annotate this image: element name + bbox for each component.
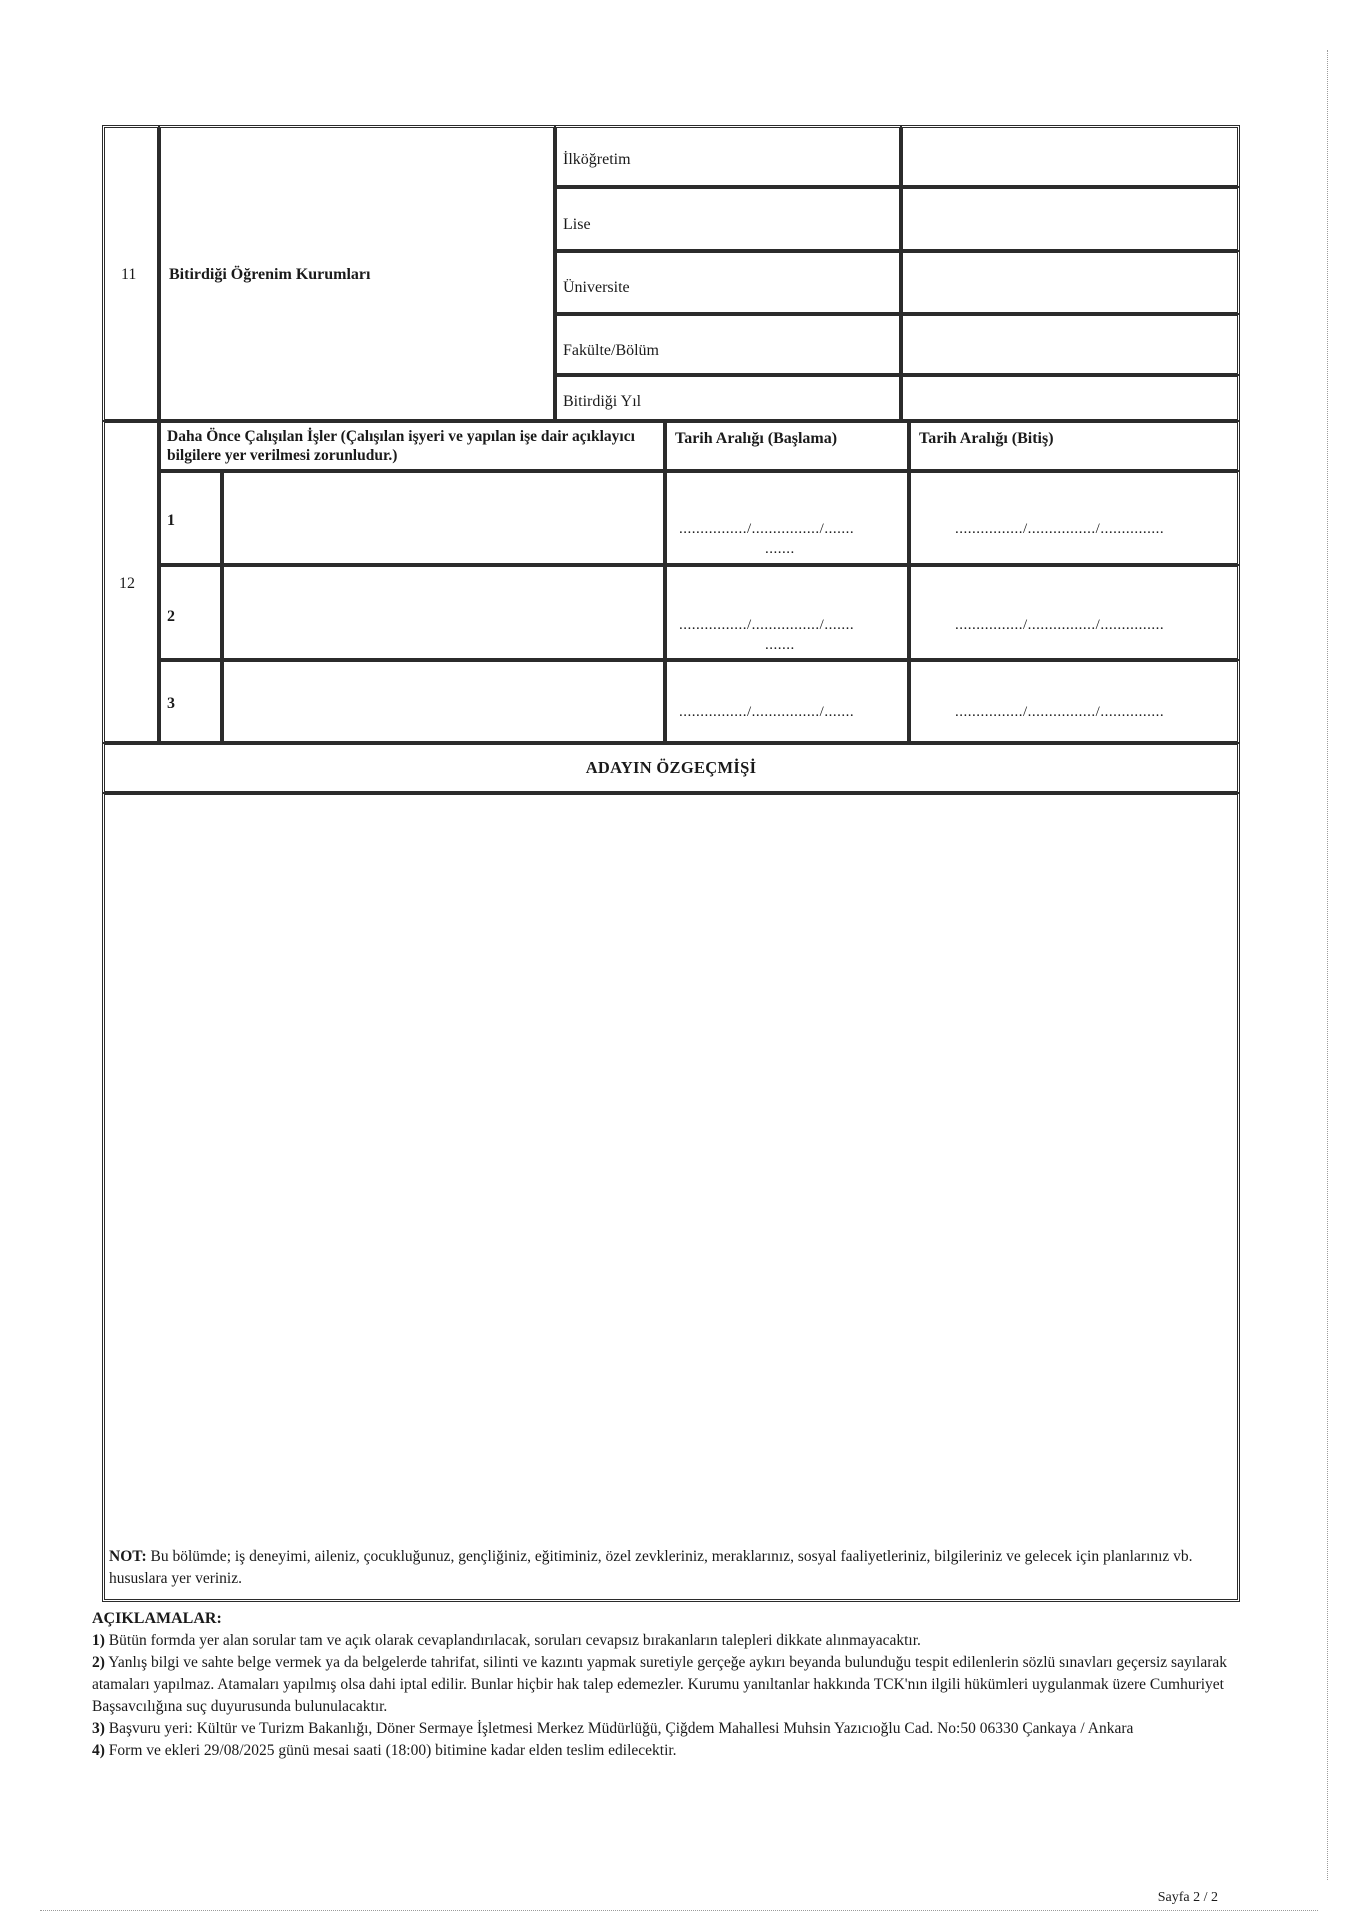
education-level-label: Üniversite (563, 279, 630, 296)
education-level-cell (554, 374, 902, 422)
section-12-number: 12 (119, 575, 135, 592)
education-level-label: Bitirdiği Yıl (563, 393, 642, 410)
job-row-number-cell (158, 470, 223, 566)
cv-note-label: NOT: (109, 1548, 147, 1565)
end-date-placeholder: ................/................/............... (955, 617, 1165, 633)
explanation-text: Yanlış bilgi ve sahte belge vermek ya da belgelerde tahrifat, silinti ve kazıntı yapmak suretiyle gerçeğe aykırı beyanda bulunduğu tespit edilenlerin sözlü sınavları geçersiz sayılarak atamaları yapılmaz. Atamaları yapılmış olsa dahi iptal edilir. Bunlar hiçbir hak talep edemezler. Kurumu yanıltanlar hakkında TCK'nın ilgili hükümleri uygulanmak üzere Cumhuriyet Başsavcılığına suç duyurusunda bulunulacaktır. (92, 1654, 1228, 1715)
application-form-page-2 (102, 125, 1240, 1602)
end-date-header-cell (908, 420, 1240, 472)
section-11-number-cell (102, 125, 160, 422)
job-start-date-input[interactable] (664, 659, 910, 744)
start-date-placeholder: ................/................/....... (679, 617, 855, 633)
start-date-placeholder-extra: ....... (765, 541, 795, 557)
start-date-placeholder: ................/................/....... (679, 704, 855, 720)
scan-edge-horizontal (40, 1910, 1318, 1911)
education-value-input[interactable] (900, 374, 1240, 422)
start-date-header: Tarih Aralığı (Başlama) (675, 430, 838, 447)
job-start-date-input[interactable] (664, 470, 910, 566)
cv-title-cell (102, 742, 1240, 794)
explanation-text: Bütün formda yer alan sorular tam ve açık olarak cevaplandırılacak, soruları cevapsız bırakanların talepleri dikkate alınmayacaktır. (104, 1632, 921, 1649)
explanation-text: Başvuru yeri: Kültür ve Turizm Bakanlığı, Döner Sermaye İşletmesi Merkez Müdürlüğü, Çiğdem Mahallesi Muhsin Yazıcıoğlu Cad. No:50 06330 Çankaya / Ankara (104, 1720, 1134, 1737)
end-date-placeholder: ................/................/............... (955, 521, 1165, 537)
education-value-input[interactable] (900, 313, 1240, 376)
cv-note-text: Bu bölümde; iş deneyimi, aileniz, çocukluğunuz, gençliğiniz, eğitiminiz, özel zevkleriniz, meraklarınız, sosyal faaliyetleriniz, bilgileriniz ve gelecek için planlarınız vb. hususlara yer veriniz. (109, 1548, 1193, 1587)
education-level-cell (554, 313, 902, 376)
job-row-number: 3 (167, 695, 175, 712)
explanation-number: 3) (92, 1720, 105, 1737)
job-end-date-input[interactable] (908, 659, 1240, 744)
explanation-item (92, 1652, 1242, 1718)
job-description-input[interactable] (221, 470, 666, 566)
education-value-input[interactable] (900, 186, 1240, 252)
start-date-header-cell (664, 420, 910, 472)
job-end-date-input[interactable] (908, 564, 1240, 661)
job-end-date-input[interactable] (908, 470, 1240, 566)
cv-note (109, 1546, 1235, 1590)
section-12-number-cell (102, 420, 160, 744)
education-level-label: İlköğretim (563, 151, 631, 168)
job-row-number-cell (158, 564, 223, 661)
start-date-placeholder: ................/................/....... (679, 521, 855, 537)
job-row-number: 2 (167, 608, 175, 625)
explanations (92, 1608, 1242, 1762)
end-date-header: Tarih Aralığı (Bitiş) (919, 430, 1054, 447)
explanation-item (92, 1630, 1242, 1652)
previous-jobs-header-cell (158, 420, 666, 472)
explanation-item (92, 1740, 1242, 1762)
cv-text-area[interactable] (102, 792, 1240, 1602)
explanation-text: Form ve ekleri 29/08/2025 günü mesai saati (18:00) bitimine kadar elden teslim edilecektir. (104, 1742, 677, 1759)
explanation-number: 1) (92, 1632, 105, 1649)
explanation-number: 4) (92, 1742, 105, 1759)
education-level-cell (554, 250, 902, 315)
explanation-number: 2) (92, 1654, 105, 1671)
section-11-label-cell (158, 125, 556, 422)
education-value-input[interactable] (900, 250, 1240, 315)
section-11-number: 11 (121, 266, 137, 283)
education-level-cell (554, 186, 902, 252)
page-number: Sayfa 2 / 2 (1157, 1890, 1218, 1905)
education-level-label: Fakülte/Bölüm (563, 342, 659, 359)
job-row-number: 1 (167, 512, 175, 529)
explanations-title: AÇIKLAMALAR: (92, 1610, 222, 1627)
scan-edge-vertical (1327, 50, 1328, 1880)
job-row-number-cell (158, 659, 223, 744)
cv-title: ADAYIN ÖZGEÇMİŞİ (585, 758, 757, 777)
section-11-label: Bitirdiği Öğrenim Kurumları (169, 266, 371, 283)
job-description-input[interactable] (221, 659, 666, 744)
start-date-placeholder-extra: ....... (765, 637, 795, 653)
education-level-label: Lise (563, 216, 591, 233)
previous-jobs-header: Daha Önce Çalışılan İşler (Çalışılan işyeri ve yapılan işe dair açıklayıcı bilgilere yer verilmesi zorunludur.) (167, 428, 635, 464)
job-start-date-input[interactable] (664, 564, 910, 661)
job-description-input[interactable] (221, 564, 666, 661)
end-date-placeholder: ................/................/............... (955, 704, 1165, 720)
education-value-input[interactable] (900, 125, 1240, 188)
education-level-cell (554, 125, 902, 188)
explanation-item (92, 1718, 1242, 1740)
